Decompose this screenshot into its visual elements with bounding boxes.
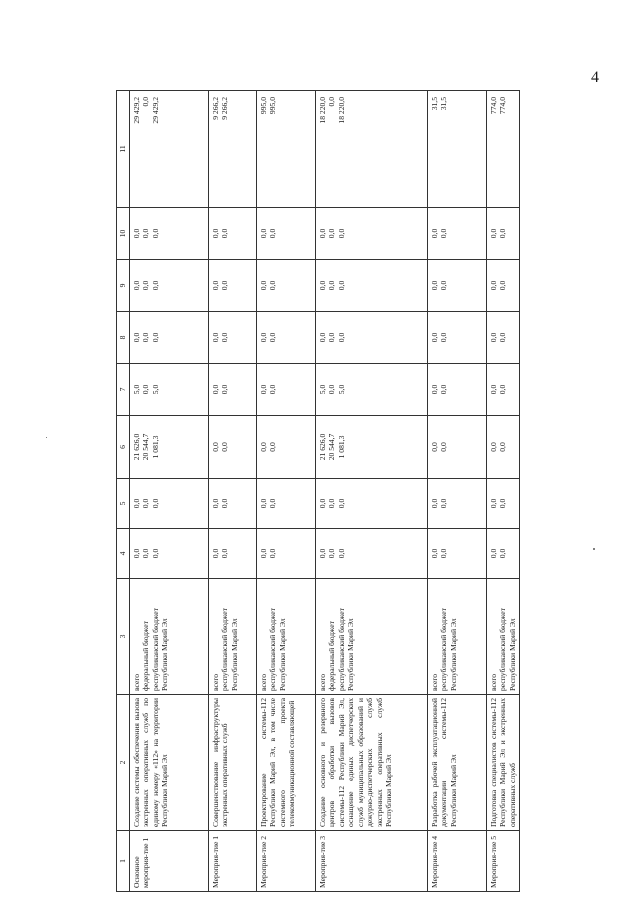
rotated-table-wrapper [116,91,521,892]
value: 0,0 [210,384,220,395]
funding-source: республиканский бюджет Республики Марий Эл [498,608,517,691]
value: 0,0 [498,498,507,509]
table-row [256,91,315,892]
value: 0,0 [429,332,439,343]
table-row [315,91,427,892]
value-cell [208,312,256,364]
funding-source: федеральный бюджет [327,621,336,691]
value-cell [486,364,520,416]
value-cell [129,529,208,579]
funding-sources-cell [208,579,256,695]
value: 0,0 [317,280,327,291]
value-cell [208,260,256,312]
value: 0,0 [268,498,277,509]
value: 0,0 [150,332,160,343]
event-name-cell: Мероприя-тие 3 [315,831,427,892]
column-header: 8 [117,312,130,364]
value-cell [208,364,256,416]
event-name-cell: Мероприя-тие 4 [427,831,486,892]
value: 0,0 [498,228,507,239]
value: 0,0 [210,498,220,509]
value-cell [208,416,256,479]
value-cell [208,529,256,579]
value: 0,0 [150,498,160,509]
column-header: 7 [117,364,130,416]
value: 0,0 [258,442,268,452]
column-header: 1 [117,831,130,892]
funding-source: республиканский бюджет Республики Марий Эл [268,608,287,691]
value-cell [256,91,315,208]
value-cell [427,91,486,208]
value: 0,0 [268,280,277,291]
value: 18 220,0 [317,97,327,124]
value-cell [427,529,486,579]
value: 0,0 [258,384,268,395]
value-cell [486,208,520,260]
funding-source: республиканский бюджет Республики Марий Эл [220,608,239,691]
value-cell [256,364,315,416]
value-cell [256,260,315,312]
column-header: 10 [117,208,130,260]
value: 21 626,0 [131,433,141,461]
value: 0,0 [429,280,439,291]
value: 0,0 [429,384,439,395]
value-cell [315,260,427,312]
value: 0,0 [150,280,160,291]
event-description-cell: Разработка рабочей эксплуатационной документации системы-112 Республики Марий Эл [427,695,486,831]
event-description-cell: Создание системы обеспечения вызова экстренных оперативных служб по единому номеру «112» на территории Республики Марий Эл [129,695,208,831]
value: 0,0 [131,280,141,291]
funding-source: республиканский бюджет Республики Марий Эл [439,608,458,691]
value-cell [129,208,208,260]
value: 5,0 [336,384,346,395]
value-cell [256,529,315,579]
value-cell [486,91,520,208]
value-cell [486,416,520,479]
value: 0,0 [141,280,150,291]
value: 0,0 [439,548,448,559]
value: 0,0 [210,228,220,239]
value: 20 544,7 [141,433,150,461]
value-cell [129,260,208,312]
value: 1 081,3 [336,435,346,459]
value: 0,0 [336,332,346,343]
value: 0,0 [498,332,507,343]
funding-source: республиканский бюджет Республики Марий Эл [150,608,169,691]
value-cell [315,529,427,579]
funding-source: республиканский бюджет Республики Марий Эл [336,608,355,691]
value: 0,0 [131,498,141,509]
value: 0,0 [258,280,268,291]
value: 0,0 [439,332,448,343]
value: 0,0 [336,280,346,291]
value: 29 429,2 [131,97,141,124]
value: 29 429,2 [150,97,160,124]
value-cell [315,312,427,364]
funding-sources-cell [315,579,427,695]
event-description-cell: Создание основного и резервного центров обработки вызовов системы-112 Республики Марий Эл, оснащение единых диспетчерских служб муниципальных образований и дежурно-диспетчерских служб экстренных оперативных служб Республики Марий Эл [315,695,427,831]
value: 0,0 [141,548,150,559]
column-header: 3 [117,579,130,695]
funding-sources-cell [256,579,315,695]
value: 0,0 [488,280,498,291]
event-name-cell: Мероприя-тие 2 [256,831,315,892]
value: 0,0 [327,332,336,343]
value-cell [315,364,427,416]
value: 0,0 [258,228,268,239]
value: 0,0 [488,548,498,559]
value: 0,0 [131,228,141,239]
table-row [129,91,208,892]
value: 0,0 [336,548,346,559]
value: 0,0 [439,228,448,239]
value: 0,0 [268,228,277,239]
value-cell [427,479,486,529]
value: 0,0 [258,332,268,343]
value: 31,5 [429,97,439,111]
value: 0,0 [439,384,448,395]
value: 0,0 [327,498,336,509]
value: 0,0 [268,442,277,452]
value: 5,0 [131,384,141,395]
value: 0,0 [429,498,439,509]
value-cell [315,479,427,529]
value: 0,0 [268,332,277,343]
value: 9 266,2 [220,97,229,120]
value: 774,0 [488,97,498,115]
value: 0,0 [336,228,346,239]
value: 0,0 [131,332,141,343]
value: 0,0 [429,442,439,452]
value-cell [208,208,256,260]
funding-sources-cell [129,579,208,695]
funding-source: всего [258,673,268,691]
value: 0,0 [141,498,150,509]
page-number: 4 [591,69,599,86]
value: 0,0 [150,548,160,559]
column-header: 4 [117,529,130,579]
value: 0,0 [498,442,507,452]
value: 0,0 [220,442,229,452]
column-header: 2 [117,695,130,831]
value: 0,0 [327,228,336,239]
value-cell [256,479,315,529]
value: 0,0 [498,384,507,395]
value-cell [129,91,208,208]
value: 0,0 [488,442,498,452]
value: 0,0 [210,548,220,559]
value-cell [486,260,520,312]
table-row [427,91,486,892]
scan-speck [46,437,47,438]
scan-speck [593,548,595,550]
funding-source: всего [210,673,220,691]
value: 0,0 [439,498,448,509]
budget-table [116,90,520,892]
value: 0,0 [429,548,439,559]
header-row [117,91,130,892]
value: 0,0 [327,97,336,107]
value-cell [256,208,315,260]
value: 0,0 [268,384,277,395]
column-header: 6 [117,416,130,479]
value: 5,0 [150,384,160,395]
value: 0,0 [498,548,507,559]
value: 0,0 [141,228,150,239]
funding-sources-cell [486,579,520,695]
column-header: 11 [117,91,130,208]
value: 995,0 [258,97,268,115]
value-cell [427,260,486,312]
value: 0,0 [327,384,336,395]
funding-source: федеральный бюджет [141,621,150,691]
value: 0,0 [488,332,498,343]
value: 31,5 [439,97,448,111]
value-cell [315,208,427,260]
event-description-cell: Совершенствование инфраструктуры экстренных оперативных служб [208,695,256,831]
value: 0,0 [439,442,448,452]
value: 0,0 [498,280,507,291]
value: 0,0 [488,228,498,239]
value: 0,0 [258,498,268,509]
value: 20 544,7 [327,433,336,461]
value: 0,0 [317,332,327,343]
value: 0,0 [210,442,220,452]
event-description-cell: Подготовка специалистов системы-112 Республики Марий Эл и экстренных оперативных служб [486,695,520,831]
value: 0,0 [220,228,229,239]
value-cell [256,416,315,479]
value: 0,0 [488,384,498,395]
value: 0,0 [268,548,277,559]
value: 9 266,2 [210,97,220,120]
column-header: 5 [117,479,130,529]
event-description-cell: Проектирование системы-112 Республики Марий Эл, в том числе системного проекта телекоммуникационной составляющей [256,695,315,831]
funding-source: всего [429,673,439,691]
value: 0,0 [317,548,327,559]
value: 0,0 [210,280,220,291]
value: 0,0 [317,498,327,509]
value-cell [129,479,208,529]
value: 0,0 [210,332,220,343]
value: 0,0 [150,228,160,239]
event-name-cell: Мероприя-тие 5 [486,831,520,892]
column-header: 9 [117,260,130,312]
funding-source: всего [317,673,327,691]
value-cell [427,416,486,479]
value: 0,0 [141,384,150,395]
value-cell [427,208,486,260]
value-cell [427,364,486,416]
table-row [486,91,520,892]
value-cell [486,312,520,364]
value: 5,0 [317,384,327,395]
value-cell [129,416,208,479]
value: 0,0 [220,384,229,395]
funding-sources-cell [427,579,486,695]
value: 774,0 [498,97,507,115]
event-name-cell: Основное мероприя-тие 1 [129,831,208,892]
value-cell [315,91,427,208]
value-cell [486,529,520,579]
event-name-cell: Мероприя-тие 1 [208,831,256,892]
value: 0,0 [258,548,268,559]
value: 0,0 [141,332,150,343]
value: 0,0 [439,280,448,291]
value: 0,0 [317,228,327,239]
value: 0,0 [429,228,439,239]
value: 21 626,0 [317,433,327,461]
value: 0,0 [336,498,346,509]
value-cell [208,479,256,529]
value: 1 081,3 [150,435,160,459]
value: 0,0 [220,332,229,343]
value-cell [129,312,208,364]
value: 0,0 [327,548,336,559]
funding-source: всего [488,673,498,691]
value-cell [315,416,427,479]
value-cell [129,364,208,416]
value-cell [208,91,256,208]
value: 995,0 [268,97,277,115]
value-cell [256,312,315,364]
value: 18 220,0 [336,97,346,124]
value: 0,0 [488,498,498,509]
value: 0,0 [327,280,336,291]
value: 0,0 [131,548,141,559]
funding-source: всего [131,673,141,691]
value: 0,0 [220,498,229,509]
value: 0,0 [220,548,229,559]
table-row [208,91,256,892]
value-cell [427,312,486,364]
value: 0,0 [220,280,229,291]
value-cell [486,479,520,529]
value: 0,0 [141,97,150,107]
